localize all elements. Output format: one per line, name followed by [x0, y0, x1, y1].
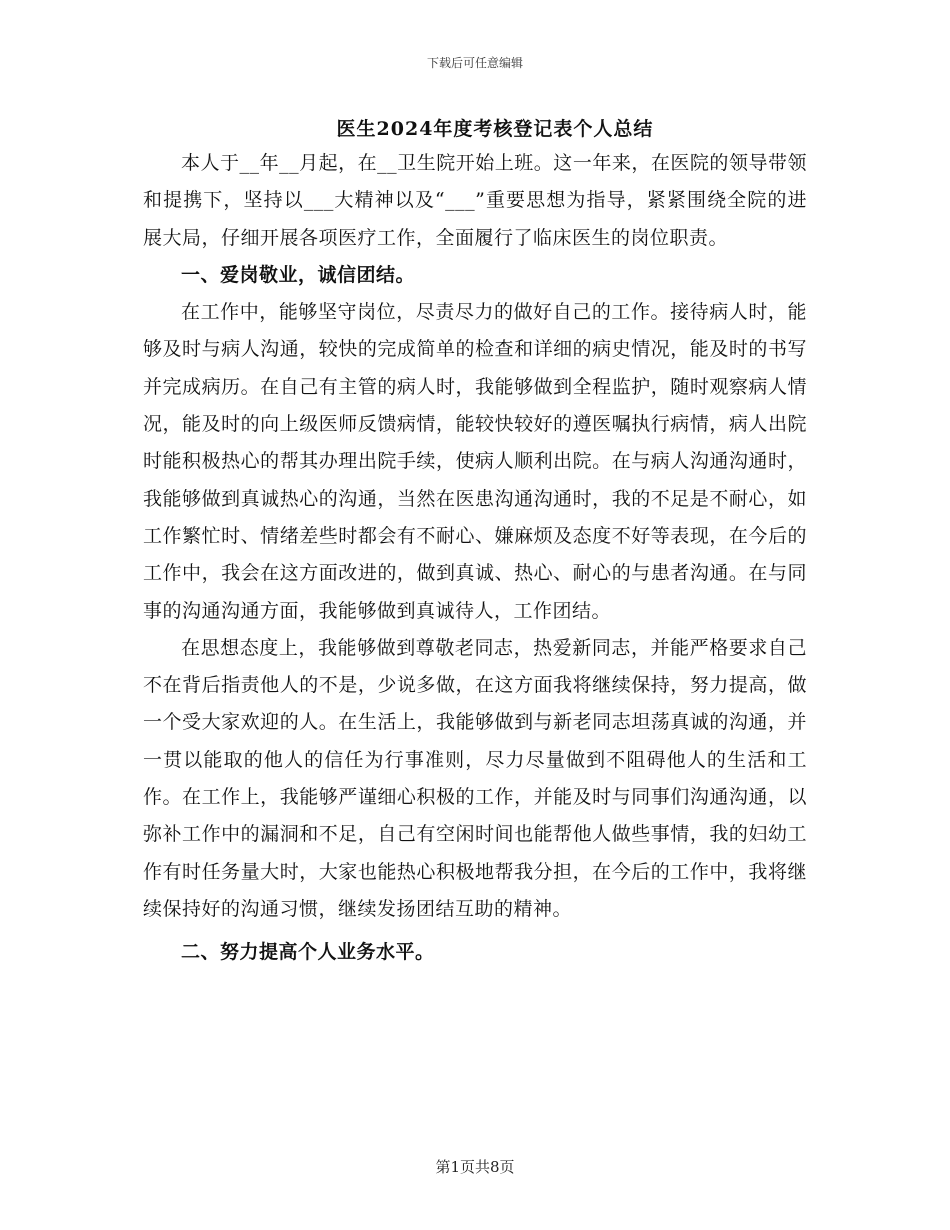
page-footer: 第1页共8页 [435, 1158, 515, 1176]
body-paragraph-2: 在思想态度上，我能够做到尊敬老同志，热爱新同志，并能严格要求自己不在背后指责他人的不是，少说多做，在这方面我将继续保持，努力提高，做一个受大家欢迎的人。在生活上，我能够做到与新老同志坦荡真诚的沟通，并一贯以能取的他人的信任为行事准则，尽力尽量做到不阻碍他人的生活和工作。在工作上，我能够严谨细心积极的工作，并能及时与同事们沟通沟通，以弥补工作中的漏洞和不足，自己有空闲时间也能帮他人做些事情，我的妇幼工作有时任务量大时，大家也能热心积极地帮我分担，在今后的工作中，我将继续保持好的沟通习惯，继续发扬团结互助的精神。 [143, 636, 807, 920]
intro-paragraph: 本人于__年__月起，在__卫生院开始上班。这一年来，在医院的领导带领和提携下，坚持以___大精神以及“___”重要思想为指导，紧紧围绕全院的进展大局，仔细开展各项医疗工作，全面履行了临床医生的岗位职责。 [143, 152, 807, 249]
body-paragraph-1: 在工作中，能够坚守岗位，尽责尽力的做好自己的工作。接待病人时，能够及时与病人沟通，较快的完成简单的检查和详细的病史情况，能及时的书写并完成病历。在自己有主管的病人时，我能够做到全程监护，随时观察病人情况，能及时的向上级医师反馈病情，能较快较好的遵医嘱执行病情，病人出院时能积极热心的帮其办理出院手续，使病人顺利出院。在与病人沟通沟通时，我能够做到真诚热心的沟通，当然在医患沟通沟通时，我的不足是不耐心，如工作繁忙时、情绪差些时都会有不耐心、嫌麻烦及态度不好等表现，在今后的工作中，我会在这方面改进的，做到真诚、热心、耐心的与患者沟通。在与同事的沟通沟通方面，我能够做到真诚待人，工作团结。 [143, 301, 807, 622]
section-heading-1: 一、爱岗敬业，诚信团结。 [181, 263, 416, 286]
header-note: 下载后可任意编辑 [426, 56, 523, 70]
section-heading-2: 二、努力提高个人业务水平。 [181, 941, 435, 964]
document-title: 医生2024年度考核登记表个人总结 [336, 118, 654, 140]
document-body [143, 145, 807, 972]
